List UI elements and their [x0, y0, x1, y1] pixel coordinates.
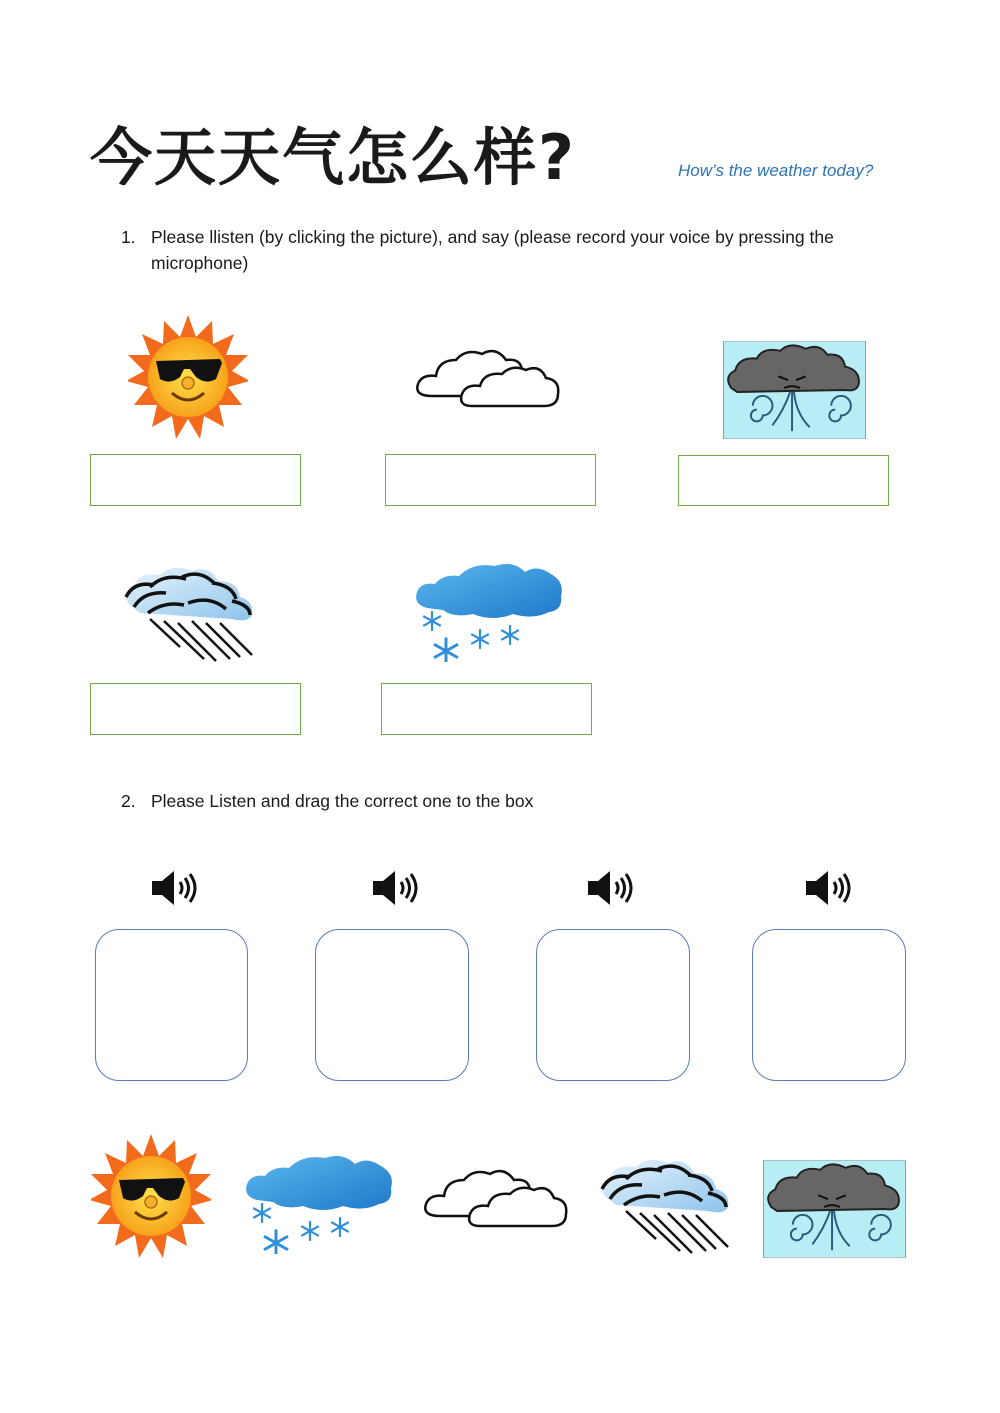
drag-sunny-icon[interactable]	[91, 1134, 211, 1259]
page-title: 今天天气怎么样?	[90, 121, 576, 194]
instruction-text: Please llisten (by clicking the picture), and say (please record your voice by pressing the	[151, 227, 834, 247]
instruction-text: Please Listen and drag the correct one to the box	[151, 791, 534, 811]
speaker-icon[interactable]	[150, 870, 200, 906]
instruction-text-line2: microphone)	[151, 253, 249, 273]
windy-icon[interactable]	[722, 341, 867, 439]
drop-box-3[interactable]	[536, 929, 690, 1081]
drop-box-1[interactable]	[95, 929, 248, 1081]
answer-box-windy[interactable]	[678, 455, 889, 506]
answer-box-rainy[interactable]	[90, 683, 301, 735]
drag-windy-icon[interactable]	[762, 1160, 907, 1258]
instruction-2	[121, 788, 921, 816]
speaker-icon[interactable]	[586, 870, 636, 906]
drop-box-2[interactable]	[315, 929, 469, 1081]
page-subtitle: How’s the weather today?	[678, 161, 874, 180]
drag-rainy-icon[interactable]	[596, 1155, 736, 1260]
drag-snowy-icon[interactable]	[242, 1154, 394, 1254]
instruction-number: 1.	[121, 227, 136, 247]
snowy-icon[interactable]	[412, 562, 564, 662]
sunny-icon[interactable]	[128, 315, 248, 440]
instruction-1	[121, 224, 921, 278]
drag-cloudy-icon[interactable]	[420, 1166, 570, 1231]
cloudy-icon[interactable]	[412, 346, 562, 411]
answer-box-snowy[interactable]	[381, 683, 592, 735]
drop-box-4[interactable]	[752, 929, 906, 1081]
rainy-icon[interactable]	[120, 563, 260, 668]
answer-box-cloudy[interactable]	[385, 454, 596, 506]
answer-box-sunny[interactable]	[90, 454, 301, 506]
speaker-icon[interactable]	[804, 870, 854, 906]
speaker-icon[interactable]	[371, 870, 421, 906]
instruction-number: 2.	[121, 791, 136, 811]
